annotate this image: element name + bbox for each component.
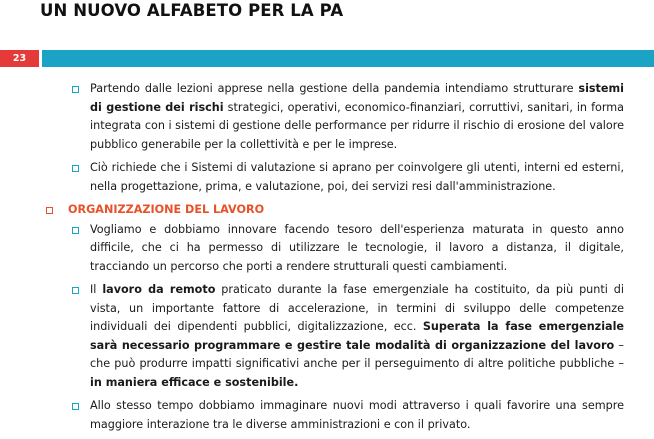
bullet-paragraph-remote-work [90,281,624,392]
square-bullet-icon [72,227,79,234]
section-heading-text: ORGANIZZAZIONE DEL LAVORO [68,203,265,216]
bullet-paragraph-innovation [90,221,624,277]
bullet-paragraph-risk-management [90,80,624,154]
paragraph-text: – che può produrre impatti significativi anche per il perseguimento di altre politiche pubbliche – [90,338,624,370]
header-bar [42,50,654,67]
paragraph-text: Ciò richiede che i Sistemi di valutazione si aprano per coinvolgere gli utenti, interni ed esterni, nella progettazione, prima, e valutazione, poi, dei servizi resi dall'amministrazione. [90,161,624,193]
slide-number-badge: 23 [0,50,39,67]
square-bullet-icon [72,165,79,172]
paragraph-text: Partendo dalle lezioni apprese nella gestione della pandemia intendiamo strutturare [90,82,579,95]
bullet-paragraph-interaction [90,397,624,434]
paragraph-text: praticato durante la fase emergenziale ha costituito, da più punti di vista, un importante fattore di accelerazione, in termini di sviluppo delle competenze individuali dei dipendenti pubblici, digitalizzazione, ecc. [90,283,624,333]
square-bullet-icon [46,207,53,214]
bullet-paragraph-evaluation-systems [90,159,624,196]
paragraph-text: Il [90,283,103,296]
page-title: UN NUOVO ALFABETO PER LA PA [40,1,344,20]
square-bullet-icon [72,403,79,410]
section-heading [68,201,628,220]
paragraph-bold-text: in maniera efficace e sostenibile. [90,375,299,389]
paragraph-text: Allo stesso tempo dobbiamo immaginare nuovi modi attraverso i quali favorire una sempre maggiore interazione tra le diverse amministrazioni e con il privato. [90,399,624,431]
paragraph-bold-text: sistemi di gestione dei rischi [90,82,624,114]
square-bullet-icon [72,287,79,294]
paragraph-bold-text: lavoro da remoto [102,283,216,296]
paragraph-bold-text: Superata la fase emergenziale sarà necessario programmare e gestire tale modalità di organizzazione del lavoro [90,320,625,352]
slide-content [0,80,654,439]
paragraph-text: Vogliamo e dobbiamo innovare facendo tesoro dell'esperienza maturata in questo anno difficile, che ci ha permesso di utilizzare le tecnologie, il lavoro a distanza, il digitale, tracciando un percorso che porti a rendere strutturali questi cambiamenti. [90,222,624,273]
square-bullet-icon [72,86,79,93]
paragraph-text: strategici, operativi, economico-finanziari, corruttivi, sanitari, in forma integrata con i sistemi di gestione delle performance per ridurre il rischio di erosione del valore pubblico generabile per la collettività e per le imprese. [90,100,625,151]
